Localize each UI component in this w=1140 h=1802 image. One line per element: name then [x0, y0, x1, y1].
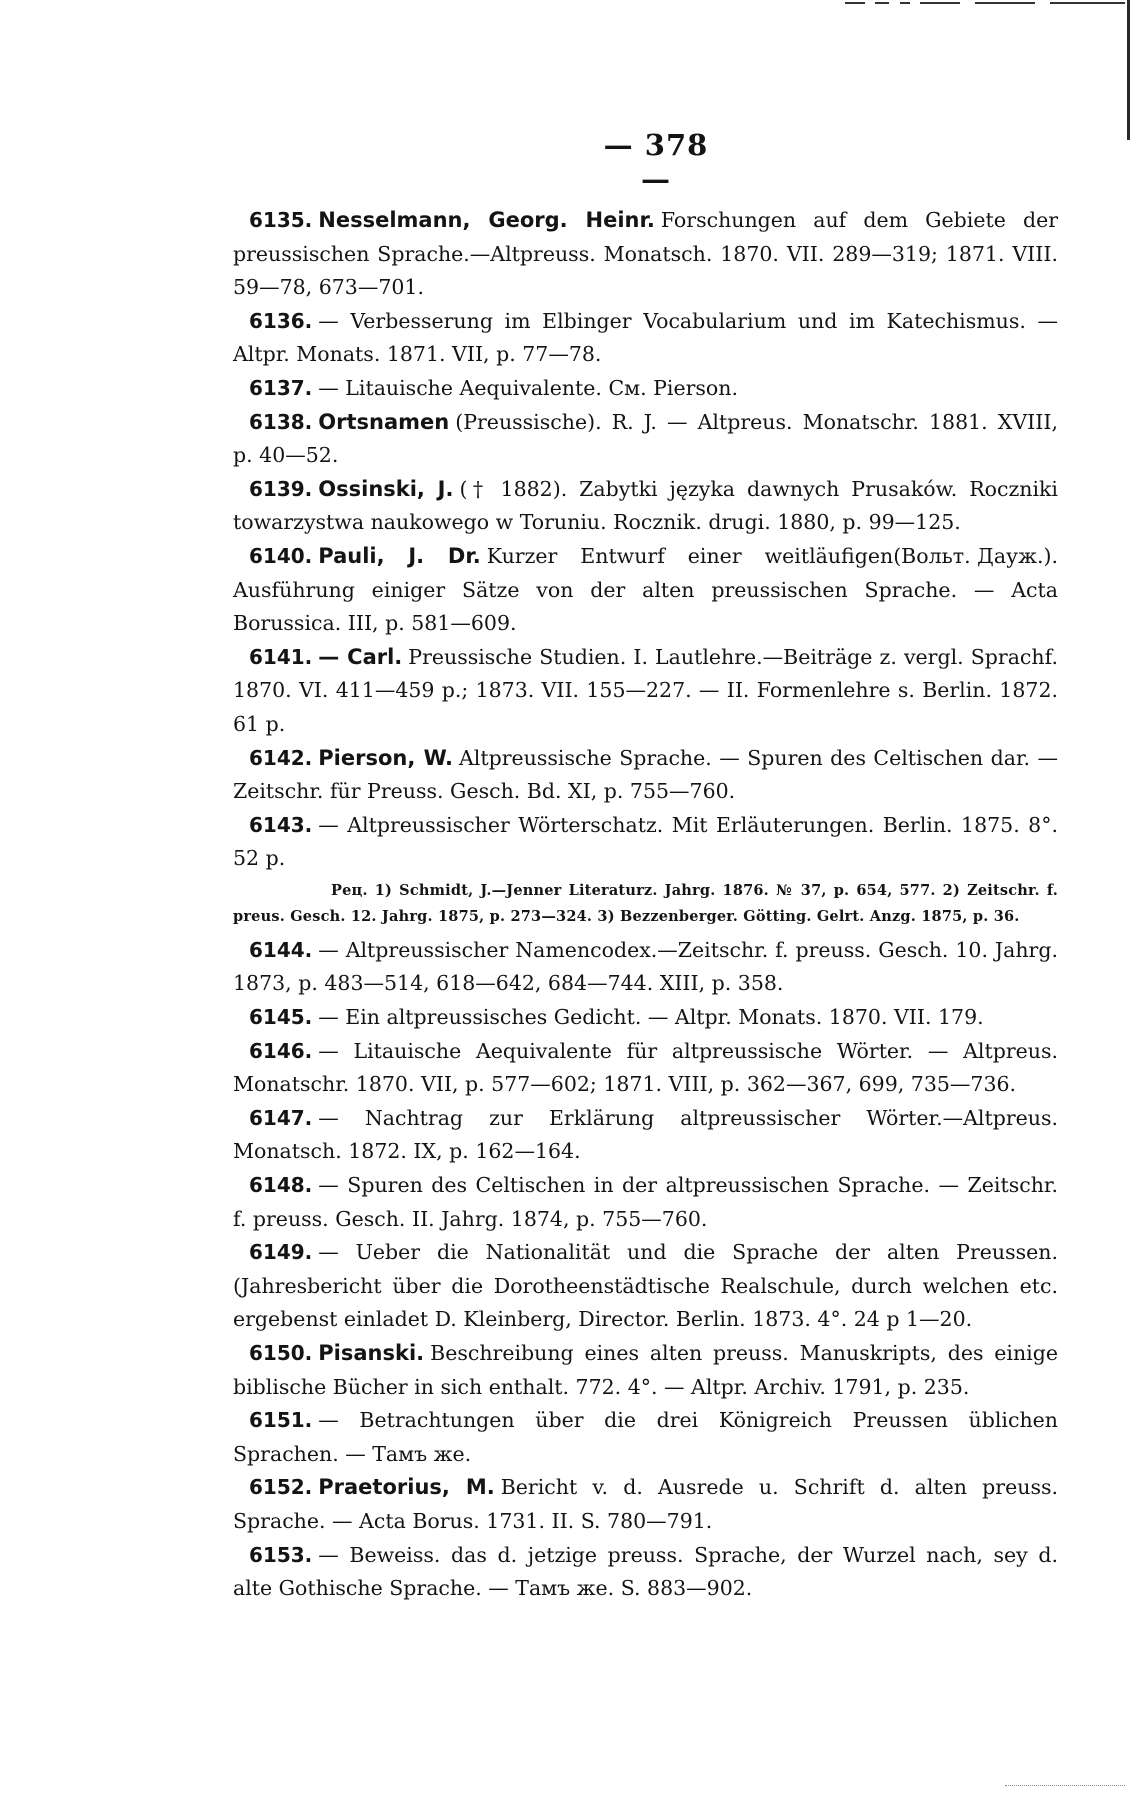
entry-6146 — [233, 1035, 1058, 1102]
entry-6136 — [233, 305, 1058, 372]
entry-author: Nesselmann, Georg. Heinr. — [318, 208, 655, 232]
scan-edge-right — [1127, 0, 1130, 140]
entry-6149 — [233, 1236, 1058, 1337]
entry-6150 — [233, 1337, 1058, 1404]
entry-text: — Altpreussischer Namencodex.—Zeitschr. f. preuss. Gesch. 10. Jahrg. 1873, p. 483—514, 618—642, 684—744. XIII, p. 358. — [233, 937, 1058, 996]
entry-number: 6139. — [249, 476, 313, 501]
entry-text: — Betrachtungen über die drei Königreich Preussen üblichen Sprachen. — Тамъ же. — [233, 1408, 1058, 1466]
bibliography-body — [233, 204, 1058, 1606]
entry-text: Altpreussische Sprache. — Spuren des Celtischen dar. — Zeitschr. für Preuss. Gesch. Bd. XI, p. 755—760. — [233, 745, 1058, 804]
entry-author: Pierson, W. — [318, 745, 453, 770]
entry-number: 6149. — [249, 1240, 313, 1265]
entry-text: († 1882). Zabytki języka dawnych Prusaków. Roczniki towarzystwa naukowego w Toruniu. Rocznik. drugi. 1880, p. 99—125. — [233, 476, 1058, 535]
entry-text: — Spuren des Celtischen in der altpreussischen Sprache. — Zeitschr. f. preuss. Gesch. II. Jahrg. 1874, p. 755—760. — [233, 1173, 1058, 1231]
review-text: 1) Schmidt, J.—Jenner Literaturz. Jahrg. 1876. № 37, p. 654, 577. 2) Zeitschr. f. preus. Gesch. 12. Jahrg. 1875, p. 273—324. 3) Bezzenberger. Götting. Gelrt. Anzg. 1875, p. 36. — [233, 881, 1059, 925]
entry-6151 — [233, 1404, 1058, 1471]
review-references — [233, 878, 1058, 930]
entry-6144 — [233, 934, 1058, 1001]
entry-6143 — [233, 809, 1058, 876]
entry-number: 6147. — [249, 1105, 313, 1130]
entry-number: 6135. — [249, 208, 313, 232]
entry-text: — Beweiss. das d. jetzige preuss. Sprache, der Wurzel nach, sey d. alte Gothische Sprache. — Тамъ же. S. 883—902. — [233, 1542, 1058, 1601]
entry-number: 6150. — [249, 1341, 313, 1365]
entry-text: Bericht v. d. Ausrede u. Schrift d. alten preuss. Sprache. — Acta Borus. 1731. II. S. 780—791. — [233, 1475, 1058, 1533]
entry-text: — Litauische Aequivalente. См. Pierson. — [318, 375, 738, 400]
entry-author: — Carl. — [318, 644, 403, 669]
page-number: — 378 — — [603, 128, 709, 196]
entry-number: 6153. — [249, 1542, 313, 1567]
entry-6145 — [233, 1001, 1058, 1035]
entry-author: Pisanski. — [318, 1341, 425, 1365]
entry-author: Ortsnamen — [318, 409, 450, 434]
entry-number: 6142. — [249, 745, 313, 770]
entry-text: (Preussische). R. J. — Altpreus. Monatschr. 1881. XVIII, p. 40—52. — [233, 409, 1058, 468]
entry-6153 — [233, 1539, 1058, 1606]
entry-number: 6148. — [249, 1173, 313, 1198]
entry-text: Preussische Studien. I. Lautlehre.—Beiträge z. vergl. Sprachf. 1870. VI. 411—459 p.; 1873. VII. 155—227. — II. Formenlehre s. Berlin. 1872. 61 p. — [233, 644, 1058, 736]
entry-6148 — [233, 1169, 1058, 1236]
entry-number: 6138. — [249, 409, 313, 434]
entry-author: Pauli, J. Dr. — [318, 543, 481, 568]
entry-number: 6144. — [249, 937, 313, 962]
entry-author: Praetorius, M. — [318, 1475, 495, 1500]
entry-text: — Ein altpreussisches Gedicht. — Altpr. Monats. 1870. VII. 179. — [318, 1005, 984, 1030]
entry-number: 6143. — [249, 812, 313, 837]
entry-text: — Verbesserung im Elbinger Vocabularium und im Katechismus. — Altpr. Monats. 1871. VII, p. 77—78. — [233, 308, 1058, 367]
entry-number: 6151. — [249, 1408, 313, 1433]
entry-6141 — [233, 641, 1058, 742]
entry-number: 6152. — [249, 1475, 313, 1500]
entry-number: 6140. — [249, 543, 313, 568]
entry-6152 — [233, 1471, 1058, 1538]
entry-text: Beschreibung eines alten preuss. Manuskripts, des einige biblische Bücher in sich enthalt. 772. 4°. — Altpr. Archiv. 1791, p. 235. — [233, 1341, 1058, 1399]
entry-author: Ossinski, J. — [318, 476, 454, 501]
entry-text: — Nachtrag zur Erklärung altpreussischer Wörter.—Altpreus. Monatsch. 1872. IX, p. 162—164. — [233, 1105, 1058, 1164]
entry-number: 6136. — [249, 308, 313, 333]
entry-number: 6145. — [249, 1005, 313, 1030]
scan-edge-bottom — [1005, 1785, 1125, 1788]
entry-text: — Ueber die Nationalität und die Sprache der alten Preussen. (Jahresbericht über die Dorotheenstädtische Realschule, durch welchen etc. ergebenst einladet D. Kleinberg, Director. Berlin. 1873. 4°. 24 p 1—20. — [233, 1240, 1058, 1332]
entry-text: — Litauische Aequivalente für altpreussische Wörter. — Altpreus. Monatschr. 1870. VII, p. 577—602; 1871. VIII, p. 362—367, 699, 735—736. — [233, 1038, 1058, 1097]
entry-number: 6137. — [249, 375, 313, 400]
entry-number: 6141. — [249, 644, 313, 669]
entry-text: Kurzer Entwurf einer weitläufigen Ausführung einiger Sätze von der alten preussischen Sprache. — Acta Borussica. III, p. 581—609. — [233, 543, 1058, 636]
entry-note: (Вольт. Дауж.). — [893, 543, 1058, 568]
entry-text: Forschungen auf dem Gebiete der preussischen Sprache.—Altpreuss. Monatsch. 1870. VII. 289—319; 1871. VIII. 59—78, 673—701. — [233, 208, 1058, 300]
entry-6147 — [233, 1102, 1058, 1169]
entry-6137 — [233, 372, 1058, 406]
entry-6142 — [233, 742, 1058, 809]
entry-6135 — [233, 204, 1058, 305]
scan-edge-top — [0, 0, 1140, 8]
entry-number: 6146. — [249, 1038, 313, 1063]
entry-text: — Altpreussischer Wörterschatz. Mit Erläuterungen. Berlin. 1875. 8°. 52 p. — [233, 812, 1058, 871]
entry-6138 — [233, 406, 1058, 473]
review-label: Рец. — [331, 881, 368, 899]
